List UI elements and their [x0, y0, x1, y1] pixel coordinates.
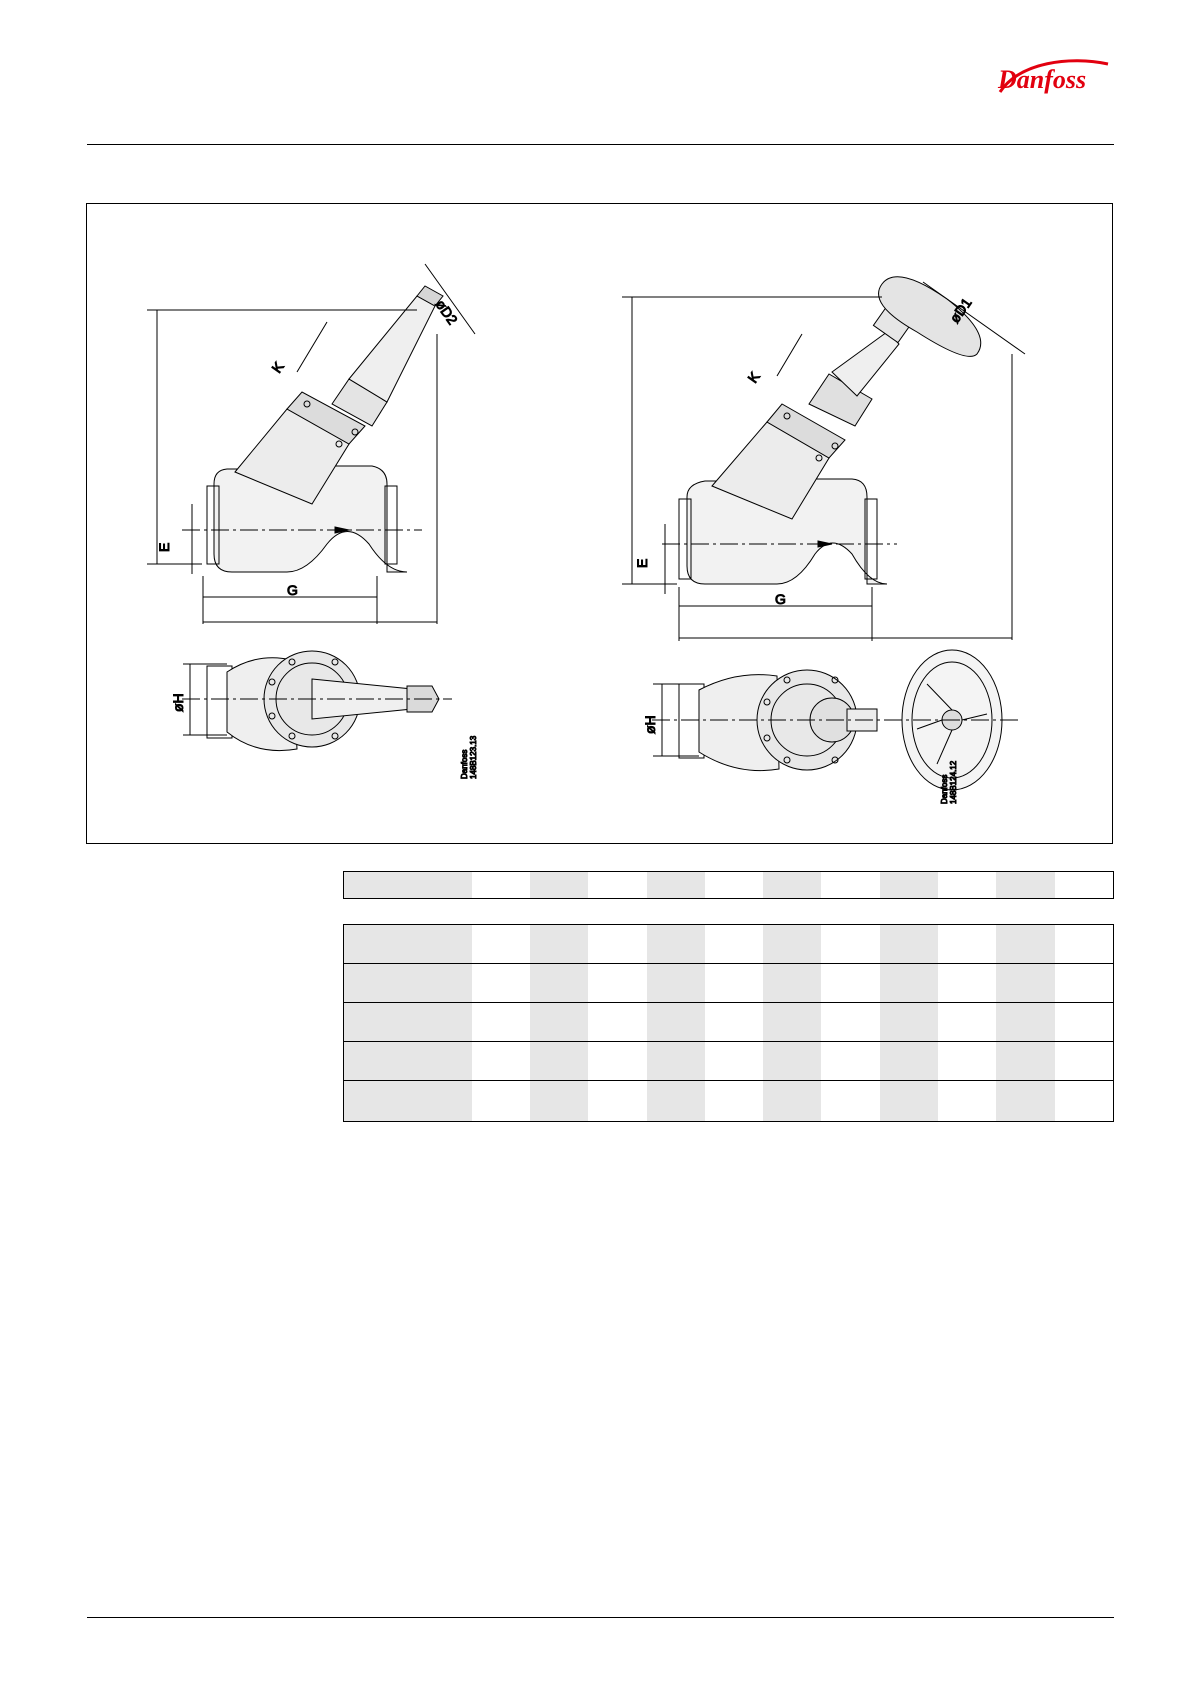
right-ref-line1: Danfoss	[940, 774, 949, 804]
table-cell	[763, 1003, 821, 1041]
valve-drawings	[87, 204, 1114, 845]
table-cell	[530, 925, 588, 963]
table-cell	[763, 925, 821, 963]
header-rule	[87, 144, 1114, 145]
left-g-label: G	[287, 582, 298, 598]
table-cell	[880, 925, 938, 963]
table-cell	[588, 1081, 646, 1121]
table-row	[344, 1080, 1113, 1121]
table-cell	[344, 872, 472, 898]
dimension-drawing-frame	[86, 203, 1113, 844]
table-row	[344, 1002, 1113, 1041]
table-cell	[530, 1042, 588, 1080]
table-cell	[763, 872, 821, 898]
danfoss-logo	[990, 52, 1115, 104]
left-d2-label: øD2	[432, 296, 461, 328]
table-cell	[705, 1003, 763, 1041]
dimension-table	[343, 924, 1114, 1122]
table-cell	[880, 964, 938, 1002]
table-cell	[821, 872, 879, 898]
table-row	[344, 963, 1113, 1002]
right-g-label: G	[775, 591, 786, 607]
table-cell	[472, 925, 530, 963]
table-cell	[996, 925, 1054, 963]
table-cell	[588, 925, 646, 963]
right-valve-top-view	[652, 650, 1022, 790]
table-row	[344, 872, 1113, 898]
table-cell	[472, 1042, 530, 1080]
table-cell	[880, 1003, 938, 1041]
table-cell	[938, 925, 996, 963]
right-d1-label: øD1	[946, 294, 975, 326]
right-h-label: øH	[642, 715, 658, 734]
right-e-label: E	[634, 558, 650, 568]
left-valve-top-view	[182, 651, 452, 751]
table-cell	[1055, 1081, 1113, 1121]
left-k-label: K	[268, 358, 287, 376]
table-cell	[821, 1042, 879, 1080]
table-cell	[996, 1081, 1054, 1121]
table-cell	[530, 964, 588, 1002]
table-cell	[821, 1003, 879, 1041]
table-cell	[530, 1003, 588, 1041]
table-cell	[938, 1081, 996, 1121]
table-cell	[588, 964, 646, 1002]
table-cell	[996, 872, 1054, 898]
table-cell	[344, 1042, 472, 1080]
table-cell	[472, 872, 530, 898]
svg-text:Danfoss: Danfoss	[998, 65, 1087, 94]
right-k-label: K	[744, 368, 763, 386]
table-cell	[821, 964, 879, 1002]
left-valve-side-view	[147, 264, 475, 624]
table-cell	[705, 1081, 763, 1121]
table-cell	[1055, 1042, 1113, 1080]
table-cell	[472, 1081, 530, 1121]
table-cell	[880, 872, 938, 898]
table-cell	[344, 1003, 472, 1041]
table-cell	[880, 1042, 938, 1080]
table-cell	[1055, 964, 1113, 1002]
table-cell	[530, 872, 588, 898]
table-cell	[938, 1042, 996, 1080]
table-cell	[344, 1081, 472, 1121]
table-cell	[1055, 925, 1113, 963]
table-cell	[705, 872, 763, 898]
footer-rule	[87, 1617, 1114, 1618]
table-cell	[880, 1081, 938, 1121]
table-cell	[996, 964, 1054, 1002]
table-cell	[705, 925, 763, 963]
table-cell	[705, 1042, 763, 1080]
table-row	[344, 1041, 1113, 1080]
table-cell	[588, 872, 646, 898]
table-cell	[530, 1081, 588, 1121]
table-cell	[763, 1081, 821, 1121]
table-cell	[763, 1042, 821, 1080]
table-cell	[938, 1003, 996, 1041]
dimension-table-header	[343, 871, 1114, 899]
table-cell	[647, 1042, 705, 1080]
table-cell	[996, 1003, 1054, 1041]
table-cell	[344, 964, 472, 1002]
left-e-label: E	[156, 542, 172, 552]
right-valve-side-view	[622, 277, 1025, 641]
table-cell	[1055, 1003, 1113, 1041]
table-cell	[821, 925, 879, 963]
table-cell	[647, 925, 705, 963]
table-cell	[647, 1081, 705, 1121]
table-row	[344, 925, 1113, 963]
left-h-label: øH	[170, 693, 186, 712]
table-cell	[763, 964, 821, 1002]
table-cell	[938, 872, 996, 898]
table-cell	[647, 964, 705, 1002]
table-cell	[588, 1042, 646, 1080]
table-cell	[647, 872, 705, 898]
right-ref-line2: 148B124.12	[949, 760, 958, 804]
table-cell	[647, 1003, 705, 1041]
table-cell	[588, 1003, 646, 1041]
table-cell	[821, 1081, 879, 1121]
table-cell	[938, 964, 996, 1002]
table-cell	[1055, 872, 1113, 898]
table-cell	[344, 925, 472, 963]
table-cell	[472, 1003, 530, 1041]
table-cell	[996, 1042, 1054, 1080]
left-ref-line1: Danfoss	[460, 749, 469, 779]
table-cell	[472, 964, 530, 1002]
table-cell	[705, 964, 763, 1002]
left-ref-line2: 148B123.13	[469, 735, 478, 779]
